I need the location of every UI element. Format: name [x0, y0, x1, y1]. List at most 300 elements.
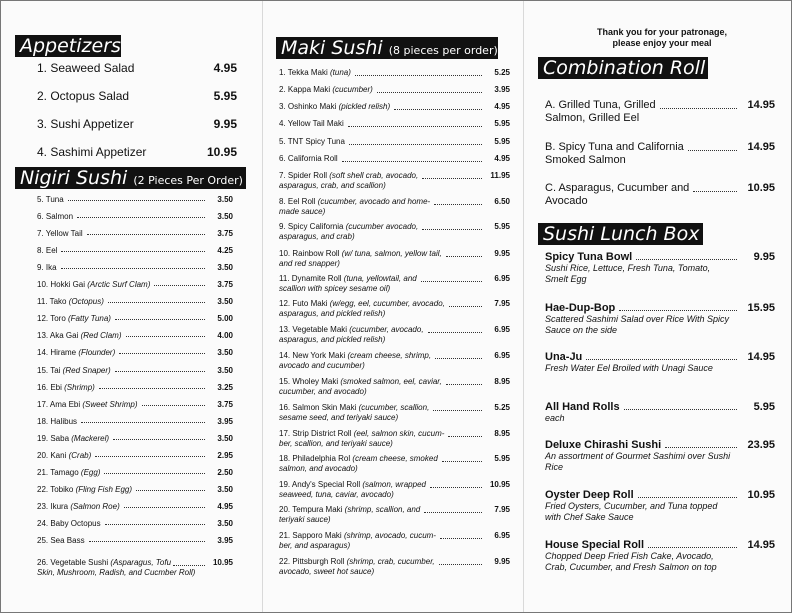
dot-leader: [142, 405, 206, 406]
item-name: 26. Vegetable Sushi: [37, 558, 109, 567]
nigiri-subtitle: (2 Pieces Per Order): [133, 174, 243, 187]
item-name: 24. Baby Octopus: [37, 518, 101, 528]
item-price: 6.50: [494, 197, 510, 206]
nigiri-row: [37, 485, 233, 494]
dot-leader: [433, 410, 482, 411]
item-description: salmon, and avocado): [279, 464, 358, 473]
item-note: (w/ tuna, salmon, yellow tail,: [341, 249, 442, 258]
dot-leader: [439, 564, 482, 565]
item-price: 10.95: [212, 558, 233, 567]
nigiri-row: [37, 331, 233, 340]
item-description: Chopped Deep Fried Fish Cake, Avocado, Crab, Cucumber, and Fresh Salmon on top: [545, 551, 717, 572]
maki-row: [279, 429, 510, 449]
item-note: (soft shell crab, avocado,: [329, 171, 419, 180]
dot-leader: [95, 456, 205, 457]
dot-leader: [624, 409, 737, 410]
item-price: 3.25: [217, 382, 233, 392]
dot-leader: [348, 126, 482, 127]
dot-leader: [68, 200, 205, 201]
item-name: 23. Ikura: [37, 501, 69, 511]
item-note: (Sweet Shrimp): [82, 399, 138, 409]
item-note: (w/egg, eel, cucumber, avocado,: [329, 299, 445, 308]
lunch-row: [545, 439, 775, 473]
dot-leader: [424, 512, 482, 513]
item-price: 2.50: [217, 467, 233, 477]
item-note: (Egg): [80, 467, 101, 477]
item-name: 7. Yellow Tail: [37, 229, 83, 239]
lunch-header: [538, 223, 703, 245]
item-name: House Special Roll: [545, 539, 645, 551]
item-price: 9.95: [753, 251, 775, 263]
item-name: 19. Andy's Special Roll: [279, 480, 361, 489]
thank-you-line: Thank you for your patronage,: [596, 27, 727, 37]
dot-leader: [422, 178, 482, 179]
item-description: ber, scallion, and teriyaki sauce): [279, 439, 393, 448]
item-description: ber, and asparagus): [279, 541, 351, 550]
item-description: each: [545, 413, 565, 423]
dot-leader: [89, 541, 205, 542]
item-name: 9. Spicy California: [279, 222, 344, 231]
dot-leader: [586, 359, 737, 360]
item-name: Oyster Deep Roll: [545, 489, 634, 501]
dot-leader: [61, 268, 205, 269]
dot-leader: [61, 251, 205, 252]
item-price: 5.95: [494, 222, 510, 231]
appetizer-row: [37, 61, 237, 75]
appetizer-row: [37, 117, 237, 131]
dot-leader: [434, 204, 482, 205]
dot-leader: [119, 353, 205, 354]
item-name: 8. Eel: [37, 246, 58, 256]
item-name: 6. Salmon: [37, 212, 74, 222]
item-note: (cucumber, scallion,: [358, 403, 430, 412]
item-name: 19. Saba: [37, 433, 70, 443]
lunch-row: [545, 251, 775, 285]
dot-leader: [665, 447, 737, 448]
dot-leader: [355, 75, 482, 76]
item-name: 21. Tamago: [37, 467, 79, 477]
combination-title: Combination Roll: [543, 57, 706, 79]
item-note: (Red Clam): [80, 331, 122, 341]
item-name: 8. Eel Roll: [279, 197, 316, 206]
maki-row: [279, 274, 510, 294]
item-name: 1. Tekka Maki: [279, 68, 328, 77]
maki-row: [279, 154, 510, 164]
item-name: 5. TNT Spicy Tuna: [279, 137, 345, 146]
item-name: 2. Octopus Salad: [37, 89, 130, 103]
item-price: 3.50: [217, 297, 233, 307]
item-price: 3.50: [217, 195, 233, 204]
maki-row: [279, 171, 510, 191]
nigiri-row: [37, 468, 233, 477]
item-price: 10.95: [747, 489, 775, 501]
item-price: 14.95: [747, 351, 775, 363]
item-description: Fried Oysters, Cucumber, and Tuna topped with Chef Sake Sauce: [545, 501, 718, 522]
item-name: 22. Tobiko: [37, 484, 74, 494]
item-name: 17. Strip District Roll: [279, 429, 352, 438]
lunch-row: [545, 302, 775, 336]
nigiri-row: [37, 417, 233, 426]
item-price: 8.95: [494, 429, 510, 438]
dot-leader: [113, 439, 205, 440]
dot-leader: [446, 256, 482, 257]
item-price: 6.95: [494, 274, 510, 283]
dot-leader: [87, 234, 205, 235]
item-description: cucumber, and avocado): [279, 387, 367, 396]
dot-leader: [394, 109, 482, 110]
item-price: 7.95: [494, 299, 510, 308]
dot-leader: [448, 436, 482, 437]
dot-leader: [688, 150, 737, 151]
item-name: 2. Kappa Maki: [279, 85, 331, 94]
item-note: (cucumber): [332, 85, 373, 94]
dot-leader: [693, 191, 737, 192]
item-description: asparagus, crab, and scallion): [279, 181, 386, 190]
dot-leader: [449, 306, 482, 307]
item-name: 15. Wholey Maki: [279, 377, 339, 386]
item-name: 25. Sea Bass: [37, 536, 85, 545]
dot-leader: [136, 490, 205, 491]
maki-row: [279, 454, 510, 474]
item-price: 8.95: [494, 377, 510, 386]
item-note: (Shrimp): [64, 382, 95, 392]
item-price: 5.95: [494, 119, 510, 128]
item-price: 3.50: [217, 433, 233, 443]
appetizer-row: [37, 145, 237, 159]
lunch-row: [545, 489, 775, 523]
item-price: 5.95: [753, 401, 775, 413]
item-name: 14. Hirame: [37, 348, 77, 358]
item-price: 7.95: [494, 505, 510, 514]
item-price: 4.00: [217, 331, 233, 341]
maki-row: [279, 222, 510, 242]
item-note: (cucumber, avocado and home-: [317, 197, 431, 206]
dot-leader: [115, 371, 205, 372]
item-note: (cream cheese, smoked: [352, 454, 438, 463]
dot-leader: [428, 332, 482, 333]
nigiri-row: [37, 400, 233, 409]
item-description: Skin, Mushroom, Radish, and Cucmber Roll): [37, 568, 196, 577]
dot-leader: [124, 507, 205, 508]
item-name: 10. Hokki Gai: [37, 280, 86, 290]
dot-leader: [377, 92, 482, 93]
item-note: (salmon, wrapped: [362, 480, 426, 489]
item-name: 15. Tai: [37, 365, 61, 375]
nigiri-title: Nigiri Sushi: [20, 167, 128, 189]
dot-leader: [99, 388, 205, 389]
dot-leader: [104, 473, 205, 474]
fold-line-right: [523, 1, 524, 612]
dot-leader: [446, 384, 482, 385]
nigiri-row: [37, 383, 233, 392]
item-price: 5.00: [217, 314, 233, 324]
item-name: 11. Tako: [37, 297, 67, 307]
item-name: Deluxe Chirashi Sushi: [545, 439, 662, 451]
item-name: 21. Sapporo Maki: [279, 531, 342, 540]
combo-name: C. Asparagus, Cucumber and: [545, 182, 690, 194]
item-price: 2.95: [217, 450, 233, 460]
dot-leader: [421, 281, 482, 282]
nigiri-row: [37, 229, 233, 238]
item-name: Spicy Tuna Bowl: [545, 251, 633, 263]
item-price: 3.75: [217, 280, 233, 290]
item-price: 11.95: [490, 171, 510, 180]
maki-row: [279, 557, 510, 577]
maki-row: [279, 531, 510, 551]
item-name: 20. Kani: [37, 450, 67, 460]
dot-leader: [105, 524, 205, 525]
item-description: asparagus, and pickled relish): [279, 309, 386, 318]
maki-row: [279, 102, 510, 112]
maki-row: [279, 249, 510, 269]
item-description: Sushi Rice, Lettuce, Fresh Tuna, Tomato, Smelt Egg: [545, 263, 711, 284]
thank-you-line: please enjoy your meal: [612, 38, 712, 48]
item-name: 9. Ika: [37, 263, 57, 273]
item-price: 23.95: [747, 439, 775, 451]
fold-line-left: [262, 1, 263, 612]
item-description: avocado and cucumber): [279, 361, 365, 370]
nigiri-header: [15, 167, 246, 189]
item-price: 3.95: [217, 416, 233, 426]
combo-name-cont: Avocado: [545, 195, 588, 207]
item-name: 13. Vegetable Maki: [279, 325, 348, 334]
item-price: 10.95: [489, 480, 510, 489]
item-description: asparagus, and pickled relish): [279, 335, 386, 344]
nigiri-row: [37, 536, 233, 545]
dot-leader: [636, 259, 737, 260]
item-name: 14. New York Maki: [279, 351, 346, 360]
item-note: (shrimp, avocado, cucum-: [343, 531, 436, 540]
item-note: (Asparagus, Tofu: [110, 558, 172, 567]
item-note: (cucumber avocado,: [345, 222, 419, 231]
maki-row: [279, 325, 510, 345]
dot-leader: [435, 358, 482, 359]
nigiri-row: [37, 195, 233, 204]
item-name: All Hand Rolls: [545, 401, 620, 413]
combination-header: [538, 57, 708, 79]
item-description: teriyaki sauce): [279, 515, 331, 524]
dot-leader: [422, 229, 482, 230]
dot-leader: [115, 319, 205, 320]
item-description: scallion with spicey sesame oil): [279, 284, 391, 293]
item-price: 3.75: [217, 399, 233, 409]
item-price: 14.95: [747, 141, 775, 153]
item-note: (eel, salmon skin, cucum-: [353, 429, 445, 438]
item-description: sesame seed, and teriyaki sauce): [279, 413, 399, 422]
dot-leader: [108, 302, 205, 303]
item-price: 9.95: [494, 249, 510, 258]
item-description: Scattered Sashimi Salad over Rice With Spicy Sauce on the side: [545, 314, 729, 335]
nigiri-row: [37, 212, 233, 221]
item-note: (Red Snaper): [62, 365, 111, 375]
item-note: (Flounder): [78, 348, 116, 358]
item-price: 14.95: [747, 99, 775, 111]
item-price: 6.95: [494, 325, 510, 334]
item-price: 5.95: [494, 137, 510, 146]
appetizers-title: Appetizers: [20, 35, 121, 57]
dot-leader: [440, 538, 482, 539]
maki-row: [279, 197, 510, 217]
item-name: 7. Spider Roll: [279, 171, 328, 180]
item-price: 6.95: [494, 531, 510, 540]
item-description: seaweed, tuna, caviar, avocado): [279, 490, 394, 499]
combination-row: [545, 182, 775, 208]
dot-leader: [342, 161, 482, 162]
item-price: 9.95: [213, 117, 237, 131]
maki-row: [279, 68, 510, 78]
nigiri-row: [37, 348, 233, 357]
item-note: (shrimp, crab, cucumber,: [346, 557, 435, 566]
item-price: 5.95: [213, 89, 237, 103]
nigiri-row: [37, 246, 233, 255]
maki-row: [279, 505, 510, 525]
dot-leader: [442, 461, 482, 462]
maki-row: [279, 119, 510, 129]
item-name: 12. Toro: [37, 314, 66, 324]
item-note: (Octopus): [68, 297, 104, 307]
item-note: (pickled relish): [338, 102, 391, 111]
item-description: avocado, sweet hot sauce): [279, 567, 375, 576]
item-name: 16. Ebi: [37, 382, 62, 392]
item-description: asparagus, and crab): [279, 232, 355, 241]
dot-leader: [349, 144, 482, 145]
dot-leader: [660, 108, 737, 109]
item-name: 6. California Roll: [279, 154, 338, 163]
item-price: 10.95: [206, 145, 237, 159]
dot-leader: [430, 487, 482, 488]
item-price: 3.50: [217, 484, 233, 494]
dot-leader: [638, 497, 737, 498]
thank-you-note: [567, 27, 757, 49]
nigiri-row: [37, 451, 233, 460]
nigiri-row: [37, 280, 233, 289]
item-price: 4.95: [494, 102, 510, 111]
item-name: 4. Yellow Tail Maki: [279, 119, 344, 128]
item-price: 3.50: [217, 518, 233, 528]
lunch-row: [545, 539, 775, 573]
item-name: 17. Ama Ebi: [37, 399, 81, 409]
item-price: 14.95: [747, 539, 775, 551]
lunch-title: Sushi Lunch Box: [543, 223, 700, 245]
maki-row: [279, 351, 510, 371]
item-note: (Fatty Tuna): [68, 314, 111, 324]
item-name: 4. Sashimi Appetizer: [37, 145, 147, 159]
item-note: (Arctic Surf Clam): [87, 280, 151, 290]
item-price: 5.95: [494, 454, 510, 463]
maki-title: Maki Sushi: [281, 37, 383, 59]
item-name: 11. Dynamite Roll: [279, 274, 342, 283]
nigiri-row: [37, 297, 233, 306]
maki-row: [279, 403, 510, 423]
maki-row: [279, 480, 510, 500]
item-note: (tuna, yellowtail, and: [343, 274, 417, 283]
item-note: (cucumber, avocado,: [349, 325, 424, 334]
item-description: An assortment of Gourmet Sashimi over Sushi Rice: [545, 451, 731, 472]
item-name: 10. Rainbow Roll: [279, 249, 340, 258]
item-price: 3.95: [217, 536, 233, 545]
lunch-row: [545, 401, 775, 424]
dot-leader: [619, 310, 737, 311]
item-note: (smoked salmon, eel, caviar,: [340, 377, 442, 386]
item-name: 3. Oshinko Maki: [279, 102, 337, 111]
item-note: (tuna): [330, 68, 351, 77]
maki-header: [276, 37, 498, 59]
item-description: Fresh Water Eel Broiled with Unagi Sauce: [545, 363, 713, 373]
dot-leader: [126, 336, 206, 337]
item-name: 13. Aka Gai: [37, 331, 79, 341]
item-note: (Mackerel): [71, 433, 110, 443]
item-price: 3.50: [217, 263, 233, 273]
item-price: 4.95: [217, 501, 233, 511]
item-name: Hae-Dup-Bop: [545, 302, 616, 314]
item-name: 12. Futo Maki: [279, 299, 328, 308]
item-price: 15.95: [747, 302, 775, 314]
item-price: 4.95: [213, 61, 237, 75]
item-price: 6.95: [494, 351, 510, 360]
maki-row: [279, 85, 510, 95]
maki-row: [279, 137, 510, 147]
item-price: 3.50: [217, 348, 233, 358]
item-note: (Fling Fish Egg): [75, 484, 133, 494]
appetizer-row: [37, 89, 237, 103]
combination-row: [545, 99, 775, 125]
item-price: 5.25: [494, 68, 510, 77]
item-note: (Salmon Roe): [70, 501, 120, 511]
maki-subtitle: (8 pieces per order): [388, 44, 498, 57]
dot-leader: [81, 422, 205, 423]
appetizers-header: [15, 35, 121, 57]
item-note: (Crab): [68, 450, 92, 460]
item-name: 18. Halibus: [37, 416, 78, 426]
nigiri-row: [37, 263, 233, 272]
item-name: 1. Seaweed Salad: [37, 61, 135, 75]
item-name: Una-Ju: [545, 351, 583, 363]
dot-leader: [77, 217, 205, 218]
item-name: 22. Pittsburgh Roll: [279, 557, 345, 566]
combo-name-cont: Smoked Salmon: [545, 154, 626, 166]
nigiri-row: [37, 366, 233, 375]
combo-name: B. Spicy Tuna and California: [545, 141, 684, 153]
nigiri-row: [37, 314, 233, 323]
nigiri-row: [37, 519, 233, 528]
lunch-row: [545, 351, 775, 374]
combo-name-cont: Salmon, Grilled Eel: [545, 112, 640, 124]
item-price: 3.50: [217, 365, 233, 375]
maki-row: [279, 299, 510, 319]
nigiri-row: [37, 502, 233, 511]
item-price: 10.95: [747, 182, 775, 194]
item-name: 20. Tempura Maki: [279, 505, 343, 514]
nigiri-row-vegetable: [37, 558, 233, 578]
item-name: 18. Philadelphia Rol: [279, 454, 351, 463]
dot-leader: [154, 285, 205, 286]
maki-row: [279, 377, 510, 397]
item-price: 3.75: [217, 229, 233, 239]
nigiri-row: [37, 434, 233, 443]
item-price: 4.95: [494, 154, 510, 163]
item-description: made sauce): [279, 207, 326, 216]
item-price: 9.95: [494, 557, 510, 566]
item-note: (cream cheese, shrimp,: [347, 351, 432, 360]
item-name: 3. Sushi Appetizer: [37, 117, 134, 131]
item-description: and red snapper): [279, 259, 340, 268]
combination-row: [545, 141, 775, 167]
combo-name: A. Grilled Tuna, Grilled: [545, 99, 656, 111]
item-name: 5. Tuna: [37, 195, 64, 204]
item-name: 16. Salmon Skin Maki: [279, 403, 357, 412]
item-price: 4.25: [217, 246, 233, 256]
item-price: 5.25: [494, 403, 510, 412]
